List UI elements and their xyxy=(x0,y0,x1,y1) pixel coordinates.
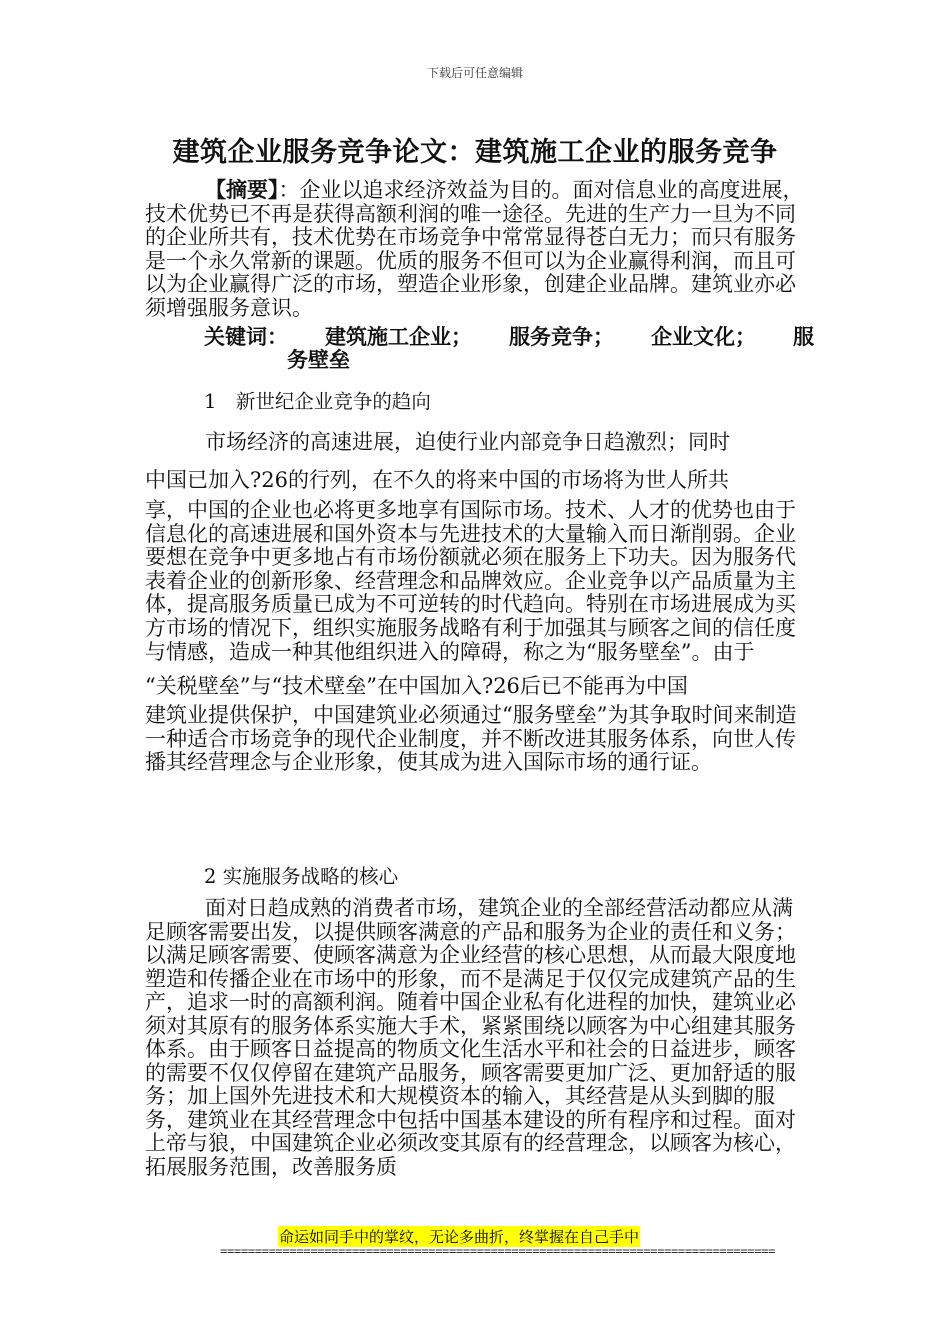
keyword-item: 企业文化； xyxy=(651,324,756,349)
section-heading-2: 2 实施服务战略的核心 xyxy=(204,865,399,888)
paragraph-line: 中国已加入?26的行列，在不久的将来中国的市场将为世人所共 xyxy=(145,468,729,492)
keyword-item: 建筑施工企业； xyxy=(325,324,472,349)
keywords-label: 关键词： xyxy=(204,324,288,349)
paragraph-line: 市场经济的高速进展，迫使行业内部竞争日趋激烈；同时 xyxy=(205,430,730,454)
footer-divider: ================================================================================ xyxy=(220,1244,775,1258)
keyword-item: 务壁垒 xyxy=(287,347,350,372)
section-heading-1: 1 新世纪企业竞争的趋向 xyxy=(204,390,431,413)
paragraph-text: 面对日趋成熟的消费者市场，建筑企业的全部经营活动都应从满足顾客需要出发，以提供顾客满意的产品和服务为企业的责任和义务；以满足顾客需要、使顾客满意为企业经营的核心思想，从而最大限度地塑造和传播企业在市场中的形象，而不是满足于仅仅完成建筑产品的生产，追求一时的高额利润。随着中国企业私有化进程的加快，建筑业必须对其原有的服务体系实施大手术，紧紧围绕以顾客为中心组建其服务体系。由于顾客日益提高的物质文化生活水平和社会的日益进步，顾客的需要不仅仅停留在建筑产品服务，顾客需要更加广泛、更加舒适的服务；加上国外先进技术和大规模资本的输入，其经营是从头到脚的服务，建筑业在其经营理念中包括中国基本建设的所有程序和过程。面对上帝与狼，中国建筑企业必须改变其原有的经营理念，以顾客为核心，拓展服务范围，改善服务质 xyxy=(145,896,796,1179)
paragraph-line: “关税壁垒”与“技术壁垒”在中国加入?26后已不能再为中国 xyxy=(145,674,688,699)
abstract-paragraph xyxy=(145,178,810,320)
paragraph-text: 享，中国的企业也必将更多地享有国际市场。技术、人才的优势也由于信息化的高速进展和国外资本与先进技术的大量输入而日渐削弱。企业要想在竞争中更多地占有市场份额就必须在服务上下功夫。因为服务代表着企业的创新形象、经营理念和品牌效应。企业竞争以产品质量为主体，提高服务质量已成为不可逆转的时代趋向。特别在市场进展成为买方市场的情况下，组织实施服务战略有利于加强其与顾客之间的信任度与情感，造成一种其他组织进入的障碍，称之为“服务壁垒”。由于 xyxy=(145,498,796,664)
footer-motto: 命运如同手中的掌纹，无论多曲折，终掌握在自己手中 xyxy=(279,1228,640,1246)
abstract-text: ：企业以追求经济效益为目的。面对信息业的高度进展，技术优势已不再是获得高额利润的唯一途径。先进的生产力一旦为不同的企业所共有，技术优势在市场竞争中常常显得苍白无力；而只有服务是一个永久常新的课题。优质的服务不但可以为企业赢得利润，而且可以为企业赢得广泛的市场，塑造企业形象，创建企业品牌。建筑业亦必须增强服务意识。 xyxy=(145,178,804,320)
page-header: 下载后可任意编辑 xyxy=(426,66,523,80)
section-2-paragraph xyxy=(145,897,810,1179)
keyword-item: 服 xyxy=(793,324,814,349)
keywords xyxy=(204,325,814,371)
document-title: 建筑企业服务竞争论文：建筑施工企业的服务竞争 xyxy=(172,137,778,168)
keyword-item: 服务竞争； xyxy=(509,324,614,349)
section-1-paragraph xyxy=(145,422,810,775)
paragraph-text: 建筑业提供保护，中国建筑业必须通过“服务壁垒”为其争取时间来制造一种适合市场竞争的现代企业制度，并不断改进其服务体系，向世人传播其经营理念与企业形象，使其成为进入国际市场的通行证。 xyxy=(145,703,797,775)
abstract-label: 【摘要】 xyxy=(205,177,279,202)
